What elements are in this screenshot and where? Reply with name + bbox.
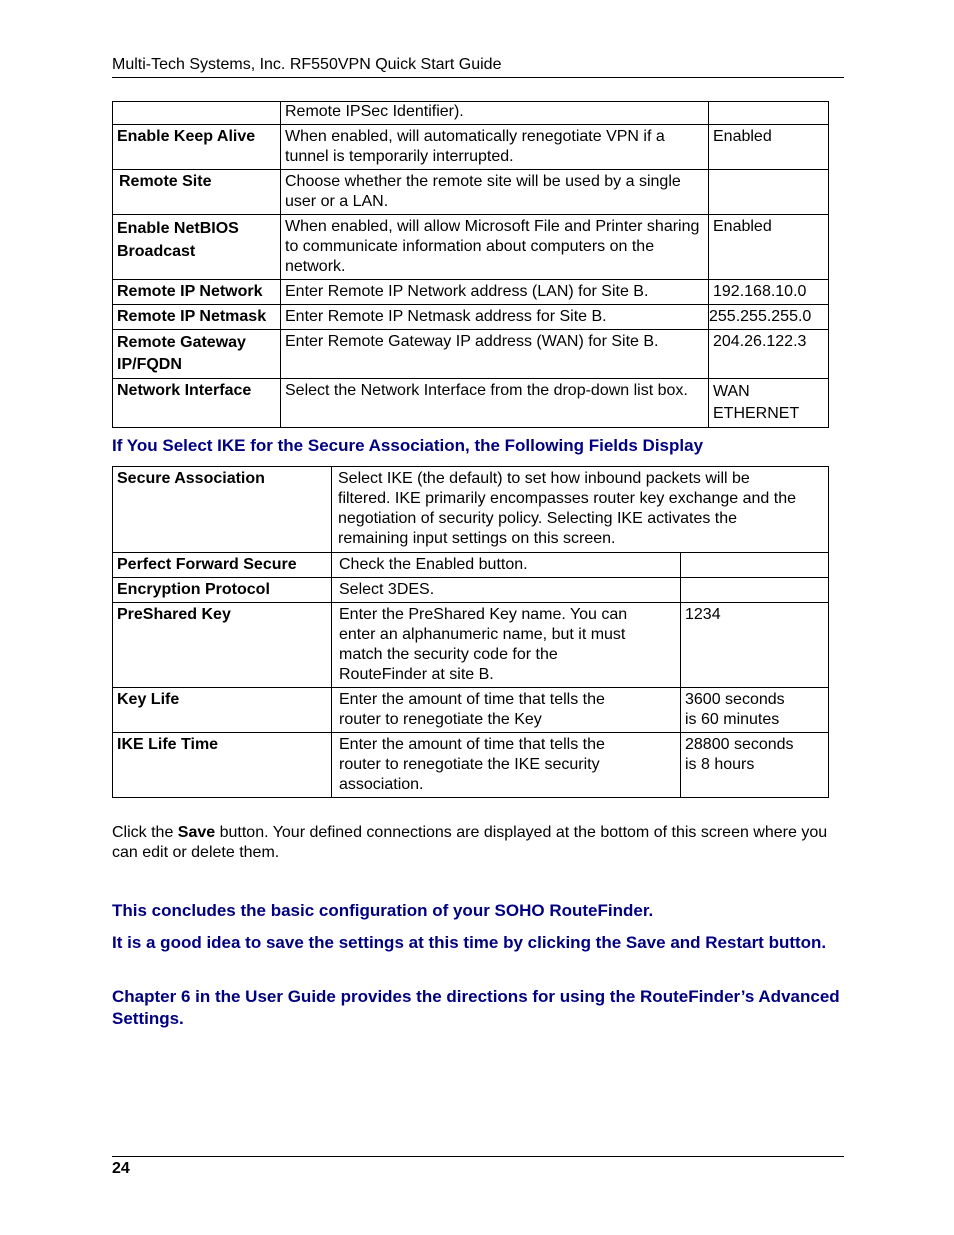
table-row bbox=[113, 603, 829, 688]
save-instructions bbox=[112, 823, 842, 863]
field-value: Enabled bbox=[709, 215, 829, 280]
field-value: 255.255.255.0 bbox=[709, 305, 829, 330]
field-description: Enter the amount of time that tells the router to renegotiate the IKE security association. bbox=[332, 733, 681, 798]
field-description: When enabled, will automatically renegotiate VPN if a tunnel is temporarily interrupted. bbox=[281, 125, 709, 170]
field-name: Enable NetBIOS Broadcast bbox=[113, 215, 281, 280]
table-row bbox=[113, 280, 829, 305]
field-value bbox=[709, 102, 829, 125]
conclusion-line: This concludes the basic configuration of your SOHO RouteFinder. bbox=[112, 901, 654, 920]
table-row bbox=[113, 170, 829, 215]
field-value: 28800 seconds is 8 hours bbox=[681, 733, 829, 798]
field-description: When enabled, will allow Microsoft File and Printer sharing to communicate information about computers on the network. bbox=[281, 215, 709, 280]
conclusion-line: Chapter 6 in the User Guide provides the directions for using the RouteFinder’s Advanced Settings. bbox=[112, 987, 840, 1028]
field-value: Enabled bbox=[709, 125, 829, 170]
field-value: 1234 bbox=[681, 603, 829, 688]
save-text-prefix: Click the bbox=[112, 824, 178, 841]
field-value bbox=[681, 553, 829, 578]
conclusion-line: It is a good idea to save the settings at this time by clicking the Save and Restart button. bbox=[112, 933, 827, 952]
field-description: Remote IPSec Identifier). bbox=[281, 102, 709, 125]
footer-divider bbox=[112, 1156, 844, 1157]
field-description: Select IKE (the default) to set how inbound packets will be filtered. IKE primarily encompasses router key exchange and the negotiation of security policy. Selecting IKE activates the remaining input settings on this screen. bbox=[332, 467, 829, 553]
running-header: Multi-Tech Systems, Inc. RF550VPN Quick Start Guide bbox=[112, 56, 502, 73]
field-value: WAN ETHERNET bbox=[709, 379, 829, 428]
table-row bbox=[113, 125, 829, 170]
save-text-bold: Save bbox=[177, 824, 216, 841]
field-description: Enter the amount of time that tells the router to renegotiate the Key bbox=[332, 688, 681, 733]
field-name: Network Interface bbox=[113, 379, 281, 428]
field-description: Select 3DES. bbox=[332, 578, 681, 603]
field-description: Select the Network Interface from the drop-down list box. bbox=[281, 379, 709, 428]
table-row bbox=[113, 467, 829, 553]
field-name: Enable Keep Alive bbox=[113, 125, 281, 170]
field-name: Secure Association bbox=[113, 467, 332, 553]
table-row bbox=[113, 578, 829, 603]
table-row bbox=[113, 305, 829, 330]
table-row bbox=[113, 215, 829, 280]
field-description: Enter the PreShared Key name. You can enter an alphanumeric name, but it must match the security code for the RouteFinder at site B. bbox=[332, 603, 681, 688]
field-value: 3600 seconds is 60 minutes bbox=[681, 688, 829, 733]
field-description: Enter Remote Gateway IP address (WAN) for Site B. bbox=[281, 330, 709, 379]
field-name: Key Life bbox=[113, 688, 332, 733]
field-value bbox=[709, 170, 829, 215]
table-row bbox=[113, 553, 829, 578]
field-name: PreShared Key bbox=[113, 603, 332, 688]
ike-settings-table bbox=[112, 466, 829, 798]
field-value: 204.26.122.3 bbox=[709, 330, 829, 379]
table-row bbox=[113, 688, 829, 733]
ike-section-heading: If You Select IKE for the Secure Association, the Following Fields Display bbox=[112, 436, 704, 455]
field-name: Perfect Forward Secure bbox=[113, 553, 332, 578]
field-description: Enter Remote IP Network address (LAN) for Site B. bbox=[281, 280, 709, 305]
page-number: 24 bbox=[112, 1160, 130, 1177]
field-value bbox=[681, 578, 829, 603]
field-name: Remote Site bbox=[113, 170, 281, 215]
vpn-settings-table bbox=[112, 101, 829, 428]
field-value: 192.168.10.0 bbox=[709, 280, 829, 305]
table-row bbox=[113, 102, 829, 125]
field-description: Check the Enabled button. bbox=[332, 553, 681, 578]
field-name: Encryption Protocol bbox=[113, 578, 332, 603]
field-name: Remote IP Netmask bbox=[113, 305, 281, 330]
field-name: IKE Life Time bbox=[113, 733, 332, 798]
save-text-suffix: button. Your defined connections are displayed at the bottom of this screen where you can edit or delete them. bbox=[112, 824, 828, 861]
field-name bbox=[113, 102, 281, 125]
field-name: Remote Gateway IP/FQDN bbox=[113, 330, 281, 379]
table-row bbox=[113, 379, 829, 428]
field-name: Remote IP Network bbox=[113, 280, 281, 305]
table-row bbox=[113, 330, 829, 379]
header-divider bbox=[112, 77, 844, 78]
table-row bbox=[113, 733, 829, 798]
field-description: Choose whether the remote site will be used by a single user or a LAN. bbox=[281, 170, 709, 215]
field-description: Enter Remote IP Netmask address for Site B. bbox=[281, 305, 709, 330]
